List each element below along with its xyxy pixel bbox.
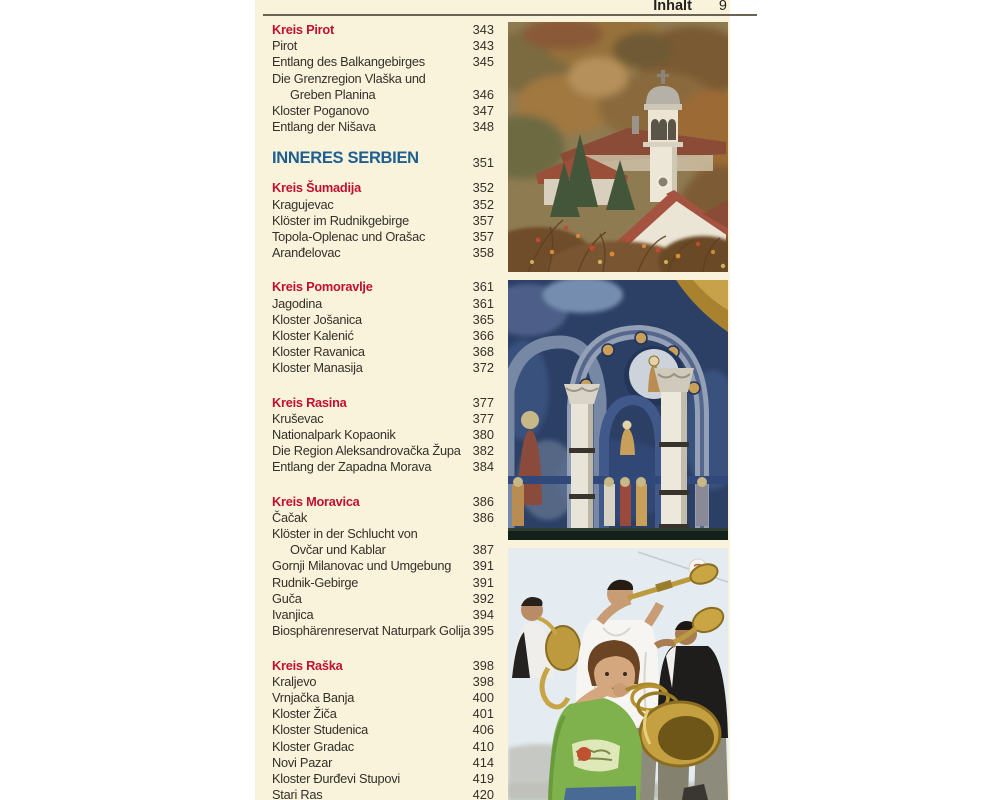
toc-entry-label: Pirot — [272, 38, 298, 54]
toc-entry-label: Kloster Žiča — [272, 706, 337, 722]
toc-entry-row — [272, 296, 494, 312]
toc-entry-page: 387 — [472, 542, 494, 558]
page-number: 9 — [718, 0, 727, 14]
toc-entry-page: 352 — [472, 180, 494, 196]
toc-entry-page: 357 — [472, 229, 494, 245]
toc-chapter-row — [272, 658, 494, 674]
toc-entry-label: Kloster Studenica — [272, 722, 369, 738]
toc-entry-page: 380 — [472, 427, 494, 443]
toc-chapter-group — [272, 395, 494, 476]
toc-entry-label: Entlang der Nišava — [272, 119, 376, 135]
toc-chapter-row — [272, 395, 494, 411]
toc-entry-page: 346 — [472, 86, 494, 102]
page-header — [653, 0, 727, 14]
toc-entry-label: Ovčar und Kablar — [290, 542, 386, 558]
toc-entry-page: 361 — [472, 295, 494, 311]
toc-chapter-group — [272, 279, 494, 376]
toc-entry-label: Biosphärenreservat Naturpark Golija — [272, 623, 471, 639]
toc-entry-label: Kruševac — [272, 410, 324, 426]
brass-band-photo-illustration — [508, 548, 728, 800]
toc-entry-label: Gornji Milanovac und Umgebung — [272, 558, 452, 574]
toc-entry-label: Stari Ras — [272, 787, 323, 800]
frescoes-photo-illustration — [508, 280, 728, 540]
toc-entry-label: Nationalpark Kopaonik — [272, 427, 396, 443]
toc-entry-row — [272, 771, 494, 787]
toc-entry-page: 392 — [472, 590, 494, 606]
toc-entry-row — [272, 690, 494, 706]
toc-entry-page: 368 — [472, 344, 494, 360]
toc-entry-page: 398 — [472, 657, 494, 673]
toc-entry-row — [272, 459, 494, 475]
toc-entry-page: 419 — [472, 770, 494, 786]
toc-entry-row — [272, 245, 494, 261]
toc-entry-row — [272, 411, 494, 427]
toc-entry-page: 414 — [472, 754, 494, 770]
toc-entry-label: INNERES SERBIEN — [272, 149, 419, 168]
toc-entry-page: 365 — [472, 311, 494, 327]
toc-entry-label: Kloster Ravanica — [272, 344, 365, 360]
toc-entry-label: Guča — [272, 590, 302, 606]
toc-entry-page: 391 — [472, 558, 494, 574]
toc-entry-label: Entlang der Zapadna Morava — [272, 459, 432, 475]
toc-chapter-group — [272, 180, 494, 261]
toc-entry-row — [272, 607, 494, 623]
toc-entry-page: 343 — [472, 22, 494, 37]
toc-entry-row — [272, 526, 494, 542]
toc-entry-label: Čačak — [272, 509, 308, 525]
toc-entry-row — [272, 119, 494, 135]
toc-chapter-row — [272, 22, 494, 38]
toc-entry-row — [272, 213, 494, 229]
church-photo-illustration — [508, 22, 728, 272]
toc-entry-page: 343 — [472, 38, 494, 54]
header-rule — [263, 14, 757, 16]
toc-entry-row — [272, 103, 494, 119]
toc-entry-row — [272, 328, 494, 344]
toc-entry-row — [272, 54, 494, 70]
toc-entry-page: 348 — [472, 119, 494, 135]
toc-entry-row — [272, 739, 494, 755]
toc-entry-label: Vrnjačka Banja — [272, 689, 355, 705]
toc-chapter-row — [272, 279, 494, 295]
toc-entry-row — [272, 542, 494, 558]
toc-part-heading — [272, 147, 494, 170]
toc-entry-row — [272, 427, 494, 443]
toc-entry-page: 398 — [472, 673, 494, 689]
toc-entry-page: 377 — [472, 394, 494, 410]
toc-entry-row — [272, 558, 494, 574]
toc-entry-page: 366 — [472, 328, 494, 344]
toc-entry-page: 406 — [472, 722, 494, 738]
toc-entry-label: Rudnik-Gebirge — [272, 574, 359, 590]
toc-paper — [255, 0, 730, 800]
toc-entry-label: Klöster im Rudnikgebirge — [272, 212, 409, 228]
toc-entry-page: 372 — [472, 360, 494, 376]
toc-entry-page: 400 — [472, 689, 494, 705]
toc-entry-label: Kloster Poganovo — [272, 103, 370, 119]
toc-entry-page: 347 — [472, 103, 494, 119]
toc-entry-row — [272, 360, 494, 376]
toc-entry-row — [272, 510, 494, 526]
toc-chapter-group — [272, 22, 494, 135]
toc-entry-page: 351 — [472, 155, 494, 171]
toc-entry-label: Ivanjica — [272, 607, 314, 623]
toc-entry-page: 410 — [472, 738, 494, 754]
toc-entry-row — [272, 197, 494, 213]
toc-entry-row — [272, 575, 494, 591]
photo-monastery-frescoes — [508, 280, 728, 540]
toc-entry-row — [272, 722, 494, 738]
toc-entry-page: 384 — [472, 459, 494, 475]
toc-entry-page: 395 — [472, 623, 494, 639]
toc-entry-page: 401 — [472, 706, 494, 722]
toc-entry-page: 358 — [472, 245, 494, 261]
toc-entry-label: Kreis Moravica — [272, 493, 360, 509]
toc-entry-label: Greben Planina — [290, 86, 376, 102]
table-of-contents — [272, 22, 494, 800]
toc-entry-label: Kreis Šumadija — [272, 180, 361, 196]
toc-entry-row — [272, 87, 494, 103]
toc-entry-label: Die Grenzregion Vlaška und — [272, 70, 426, 86]
toc-chapter-group — [272, 658, 494, 800]
photo-column — [508, 22, 728, 800]
toc-entry-label: Kloster Manasija — [272, 360, 363, 376]
toc-entry-label: Kloster Gradac — [272, 738, 354, 754]
toc-entry-label: Kragujevac — [272, 196, 334, 212]
toc-entry-page: 386 — [472, 493, 494, 509]
toc-entry-label: Entlang des Balkangebirges — [272, 54, 425, 70]
toc-entry-label: Jagodina — [272, 295, 322, 311]
toc-entry-page: 382 — [472, 443, 494, 459]
toc-entry-row — [272, 312, 494, 328]
toc-entry-row — [272, 344, 494, 360]
toc-entry-page: 357 — [472, 212, 494, 228]
toc-entry-label: Kreis Pomoravlje — [272, 279, 373, 295]
toc-entry-page: 391 — [472, 574, 494, 590]
photo-church-autumn — [508, 22, 728, 272]
toc-entry-row — [272, 71, 494, 87]
page-title: Inhalt — [653, 0, 692, 14]
toc-entry-page: 386 — [472, 509, 494, 525]
toc-chapter-row — [272, 180, 494, 196]
photo-brass-band — [508, 548, 728, 800]
toc-entry-label: Die Region Aleksandrovačka Župa — [272, 443, 461, 459]
toc-chapter-row — [272, 494, 494, 510]
toc-entry-page: 394 — [472, 607, 494, 623]
toc-entry-row — [272, 443, 494, 459]
toc-entry-row — [272, 755, 494, 771]
toc-entry-row — [272, 706, 494, 722]
toc-entry-label: Kloster Kalenić — [272, 328, 354, 344]
toc-entry-page: 345 — [472, 54, 494, 70]
toc-entry-label: Kreis Pirot — [272, 22, 334, 37]
toc-entry-row — [272, 674, 494, 690]
toc-entry-label: Novi Pazar — [272, 754, 333, 770]
toc-entry-page: 352 — [472, 196, 494, 212]
toc-entry-label: Kloster Đurđevi Stupovi — [272, 770, 400, 786]
toc-entry-label: Kreis Rasina — [272, 394, 347, 410]
toc-entry-label: Kreis Raška — [272, 657, 343, 673]
toc-entry-label: Kraljevo — [272, 673, 317, 689]
toc-entry-label: Aranđelovac — [272, 245, 341, 261]
toc-part-row — [272, 147, 494, 170]
toc-entry-page: 420 — [472, 787, 494, 800]
toc-entry-row — [272, 623, 494, 639]
toc-entry-row — [272, 591, 494, 607]
toc-entry-page: 361 — [472, 279, 494, 295]
toc-entry-row — [272, 787, 494, 800]
toc-entry-label: Klöster in der Schlucht von — [272, 526, 418, 542]
toc-entry-label: Topola-Oplenac und Orašac — [272, 229, 426, 245]
toc-chapter-group — [272, 494, 494, 640]
toc-entry-row — [272, 38, 494, 54]
toc-entry-page: 377 — [472, 410, 494, 426]
toc-entry-label: Kloster Jošanica — [272, 311, 362, 327]
toc-entry-row — [272, 229, 494, 245]
